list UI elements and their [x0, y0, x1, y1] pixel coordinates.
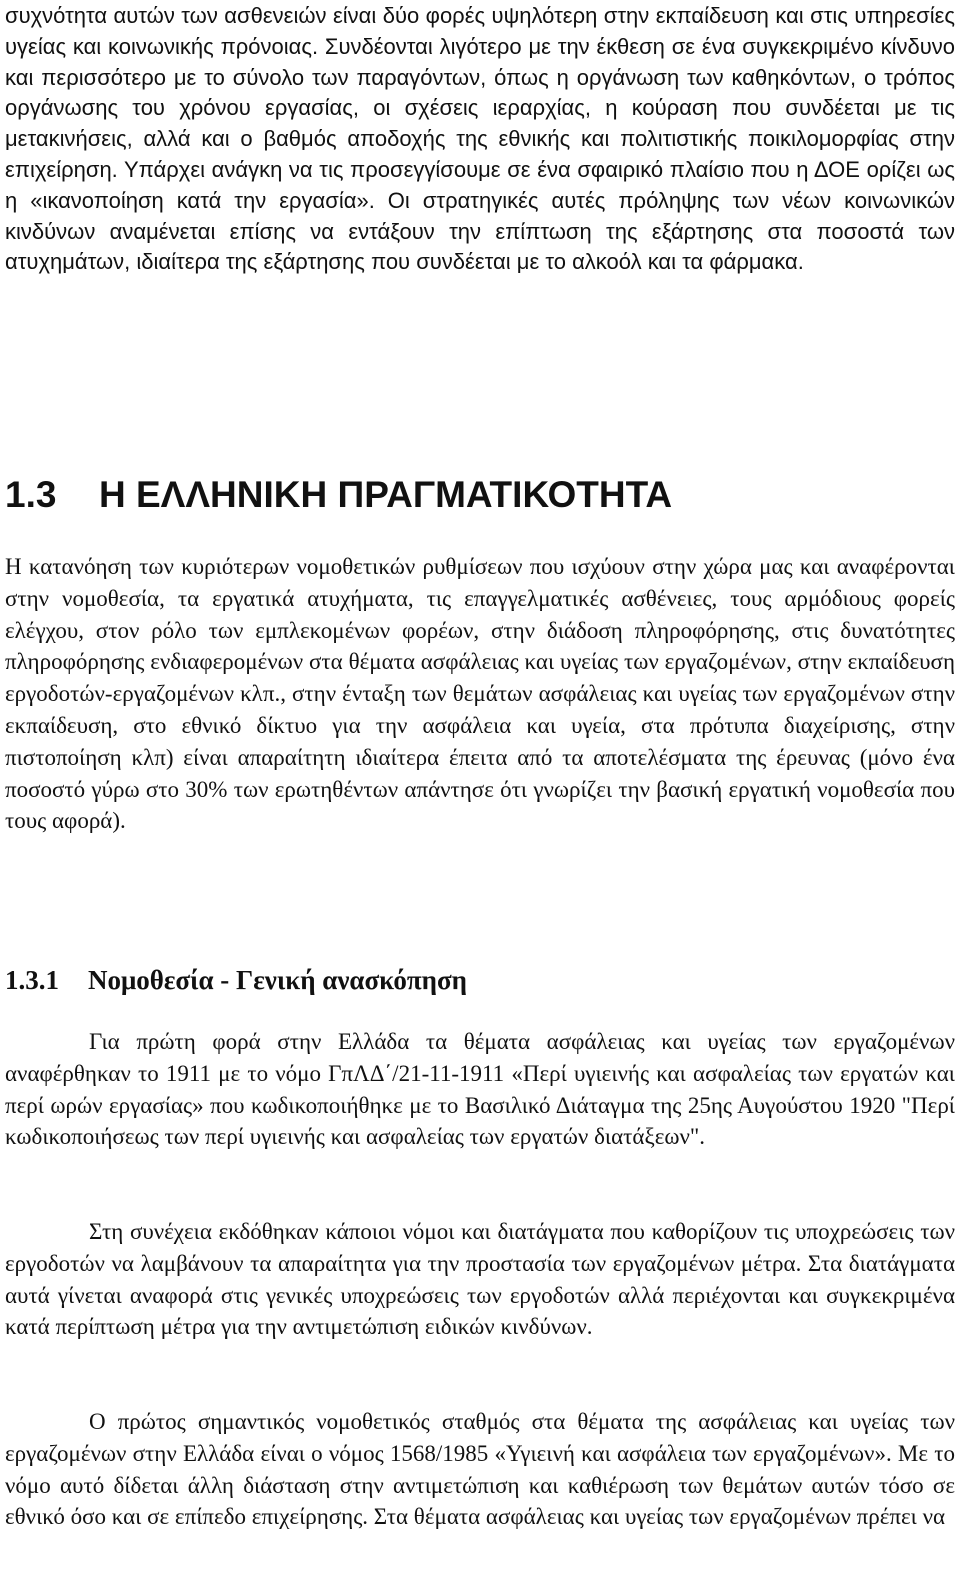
section-number: 1.3	[5, 474, 57, 515]
body-paragraph-social-risks: συχνότητα αυτών των ασθενειών είναι δύο φορές υψηλότερη στην εκπαίδευση και στις υπηρεσίες υγείας και κοινωνικής πρόνοιας. Συνδέονται λιγότερο με την έκθεση σε ένα συγκεκριμένο κίνδυνο και περισσότερο με το σύνολο των παραγόντων, όπως η οργάνωση των καθηκόντων, ο τρόπος οργάνωσης του χρόνου εργασίας, οι σχέσεις ιεραρχίας, η κούραση που συνδέεται με τις μετακινήσεις, αλλά και ο βαθμός αποδοχής της εθνικής και πολιτιστικής ποικιλομορφίας στην επιχείρηση. Υπάρχει ανάγκη να τις προσεγγίσουμε σε ένα σφαιρικό πλαίσιο που η ΔΟΕ ορίζει ως η «ικανοποίηση κατά την εργασία». Οι στρατηγικές αυτές πρόληψης των νέων κοινωνικών κινδύνων αναμένεται επίσης να εντάξουν την επίπτωση της εξάρτησης στα ποσοστά των ατυχημάτων, ιδιαίτερα της εξάρτησης που συνδέεται με το αλκοόλ και τα φάρμακα.	[5, 3, 955, 275]
body-paragraph-law-1568: Ο πρώτος σημαντικός νομοθετικός σταθμός στα θέματα της ασφάλειας και υγείας των εργαζομένων στην Ελλάδα είναι ο νόμος 1568/1985 «Υγιεινή και ασφάλεια των εργαζομένων». Με το νόμο αυτό δίδεται άλλη διάσταση στην αντιμετώπιση και καθιέρωση των θεμάτων αυτών τόσο σε εθνικό όσο και σε επίπεδο επιχείρησης. Στα θέματα ασφάλειας και υγείας των εργαζομένων πρέπει να	[5, 1409, 955, 1530]
section-heading-1-3	[5, 470, 672, 520]
subsection-title: Νομοθεσία - Γενική ανασκόπηση	[88, 965, 468, 995]
body-paragraph-law-1911: Για πρώτη φορά στην Ελλάδα τα θέματα ασφάλειας και υγείας των εργαζομένων αναφέρθηκαν το 1911 με το νόμο ΓπΛΔ΄/21-11-1911 «Περί υγιεινής και ασφαλείας των εργατών και περί ωρών εργασίας» που κωδικοποιήθηκε με το Βασιλικό Διάταγμα της 25ης Αυγούστου 1920 "Περί κωδικοποιήσεως των περί υγιεινής και ασφαλείας των εργατών διατάξεων".	[5, 1029, 955, 1150]
body-paragraph-greek-reality: Η κατανόηση των κυριότερων νομοθετικών ρυθμίσεων που ισχύουν στην χώρα μας και αναφέρονται στην νομοθεσία, τα εργατικά ατυχήματα, τις επαγγελματικές ασθένειες, τους αρμόδιους φορείς ελέγχου, στον ρόλο των εμπλεκομένων φορέων, στην διάδοση πληροφόρησης, στις δυνατότητες πληροφόρησης ενδιαφερομένων στα θέματα ασφάλειας και υγείας των εργαζομένων, στην εκπαίδευση εργοδοτών-εργαζομένων κλπ., στην ένταξη των θεμάτων ασφάλειας και υγείας των εργαζομένων στην εκπαίδευση, στο εθνικό δίκτυο για την ασφάλεια και υγεία, στα πρότυπα διαχείρισης, στην πιστοποίηση κλπ) είναι απαραίτητη ιδιαίτερα έπειτα από τα αποτελέσματα της έρευνας (μόνο ένα ποσοστό γύρω στο 30% των ερωτηθέντων απάντησε ότι γνωρίζει την βασική εργατική νομοθεσία που τους αφορά).	[5, 554, 955, 834]
body-paragraph-decrees: Στη συνέχεια εκδόθηκαν κάποιοι νόμοι και διατάγματα που καθορίζουν τις υποχρεώσεις των εργοδοτών να λαμβάνουν τα απαραίτητα για την προστασία των εργαζομένων μέτρα. Στα διατάγματα αυτά γίνεται αναφορά στις γενικές υποχρεώσεις των εργοδοτών αλλά περιέχονται και συγκεκριμένα κατά περίπτωση μέτρα για την αντιμετώπιση ειδικών κινδύνων.	[5, 1219, 955, 1340]
section-title: Η ΕΛΛΗΝΙΚΗ ΠΡΑΓΜΑΤΙΚΟΤΗΤΑ	[99, 474, 673, 515]
section-heading-1-3-1	[5, 962, 467, 998]
subsection-number: 1.3.1	[5, 965, 59, 995]
